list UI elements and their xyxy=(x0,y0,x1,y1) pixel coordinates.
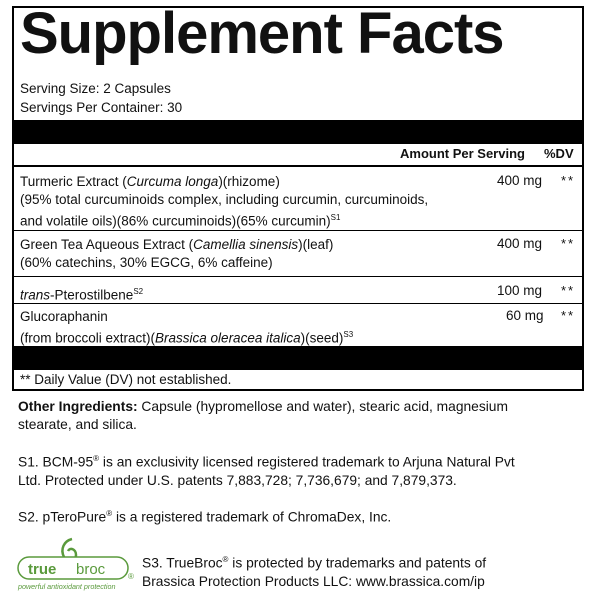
row-divider xyxy=(14,230,582,231)
amount-value: 400 mg xyxy=(497,173,543,188)
amount-value: 400 mg xyxy=(497,236,543,251)
panel-title: Supplement Facts xyxy=(20,1,504,66)
footnote-s2: S2. pTeroPure® is a registered trademark of ChromaDex, Inc. xyxy=(18,509,392,525)
ingredient-row-pterostilbene: trans-Pterostilbene$^{S2}$ xyxy=(20,287,144,303)
ingredient-row-turmeric: Turmeric Extract (Curcuma longa)(rhizome) (95% total curcuminoids complex, including curcumin, curcuminoids, and volatile oils)(86% curcuminoids)(65% curcumin)$^{S1}$ xyxy=(20,174,429,229)
dv-header: %DV xyxy=(544,146,574,161)
dv-value: ** xyxy=(561,283,576,298)
footnote-s1: S1. BCM-95® is an exclusivity licensed registered trademark to Arjuna Natural Pvt Ltd. Protected under U.S. patents 7,883,728; 7,736,679; and 7,879,373. xyxy=(18,454,515,488)
row-divider xyxy=(14,276,582,277)
servings-per-container: Servings Per Container: 30 xyxy=(20,100,183,115)
broccoli-leaf-icon xyxy=(14,535,136,591)
dv-value: ** xyxy=(561,308,576,323)
dv-value: ** xyxy=(561,173,576,188)
thick-divider xyxy=(14,120,582,144)
supplement-facts-panel xyxy=(12,1,584,391)
footnote-s3: S3. TrueBroc® is protected by trademarks and patents of Brassica Protection Products LLC: www.brassica.com/ip xyxy=(142,555,487,589)
truebroc-logo xyxy=(14,535,136,591)
logo-tagline: powerful antioxidant protection xyxy=(18,582,116,591)
logo-word-broc: broc xyxy=(76,561,106,578)
header-divider xyxy=(14,165,582,167)
amount-value: 60 mg xyxy=(506,308,544,323)
logo-reg-mark: ® xyxy=(128,572,134,581)
ingredient-row-glucoraphanin: Glucoraphanin (from broccoli extract)(Brassica oleracea italica)(seed)$^{S3}$ xyxy=(20,309,354,346)
amount-value: 100 mg xyxy=(497,283,543,298)
thick-divider xyxy=(14,346,582,370)
serving-size: Serving Size: 2 Capsules xyxy=(20,81,171,96)
amount-header: Amount Per Serving xyxy=(400,146,525,161)
row-divider xyxy=(14,303,582,304)
other-ingredients: Other Ingredients: Capsule (hypromellose and water), stearic acid, magnesium stearate, and silica. xyxy=(18,399,508,432)
dv-footnote: ** Daily Value (DV) not established. xyxy=(20,372,232,387)
dv-value: ** xyxy=(561,236,576,251)
logo-word-true: true xyxy=(28,561,57,578)
ingredient-row-green-tea: Green Tea Aqueous Extract (Camellia sinensis)(leaf) (60% catechins, 30% EGCG, 6% caffeine) xyxy=(20,237,334,270)
